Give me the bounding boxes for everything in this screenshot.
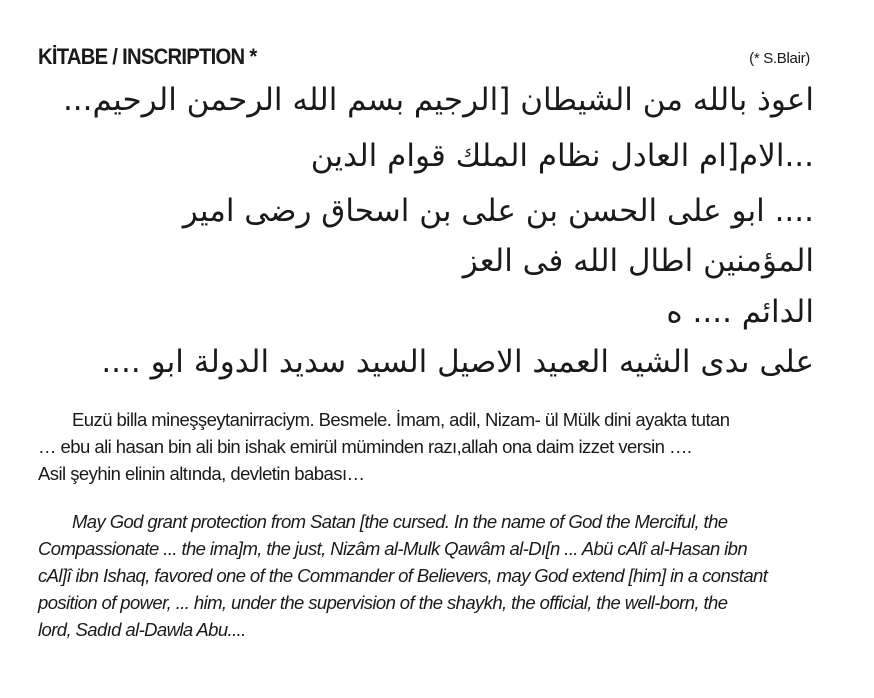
- arabic-line-2: ...الام[ام العادل نظام الملك قوام الدين: [310, 138, 814, 174]
- english-line-4: position of power, ... him, under the supervision of the shaykh, the official, the well-born, the: [38, 592, 728, 613]
- turkish-translation: [38, 406, 838, 487]
- arabic-line-3: .... ابو على الحسن بن على بن اسحاق رضى امير: [182, 193, 814, 229]
- turkish-line-2: … ebu ali hasan bin ali bin ishak emirül müminden razı,allah ona daim izzet versin ….: [38, 436, 692, 457]
- english-line-2: Compassionate ... the ima]m, the just, Nizâm al-Mulk Qawâm al-Dı[n ... Abü cAlî al-Hasan ibn: [38, 538, 748, 559]
- english-line-1: May God grant protection from Satan [the cursed. In the name of God the Merciful, the: [72, 511, 728, 532]
- arabic-line-6: على ىدى الشيه العميد الاصيل السيد سديد الدولة ابو ....: [101, 344, 814, 380]
- source-credit: (* S.Blair): [749, 50, 810, 67]
- english-line-3: cAl]î ibn Ishaq, favored one of the Commander of Believers, may God extend [him] in a constant: [38, 565, 768, 586]
- arabic-line-1: اعوذ بالله من الشيطان [الرجيم بسم الله الرحمن الرحيم...: [62, 82, 814, 118]
- english-translation: [38, 508, 838, 643]
- turkish-line-3: Asil şeyhin elinin altında, devletin babası…: [38, 463, 365, 484]
- arabic-line-5: الدائم .... ه: [666, 294, 814, 330]
- page-title: KİTABE / INSCRIPTION *: [38, 44, 257, 69]
- arabic-line-4: المؤمنين اطال الله فى العز: [462, 243, 814, 279]
- turkish-line-1: Euzü billa mineşşeytanirraciym. Besmele. İmam, adil, Nizam- ül Mülk dini ayakta tutan: [72, 409, 730, 430]
- english-line-5: lord, Sadıd al-Dawla Abu....: [38, 619, 246, 640]
